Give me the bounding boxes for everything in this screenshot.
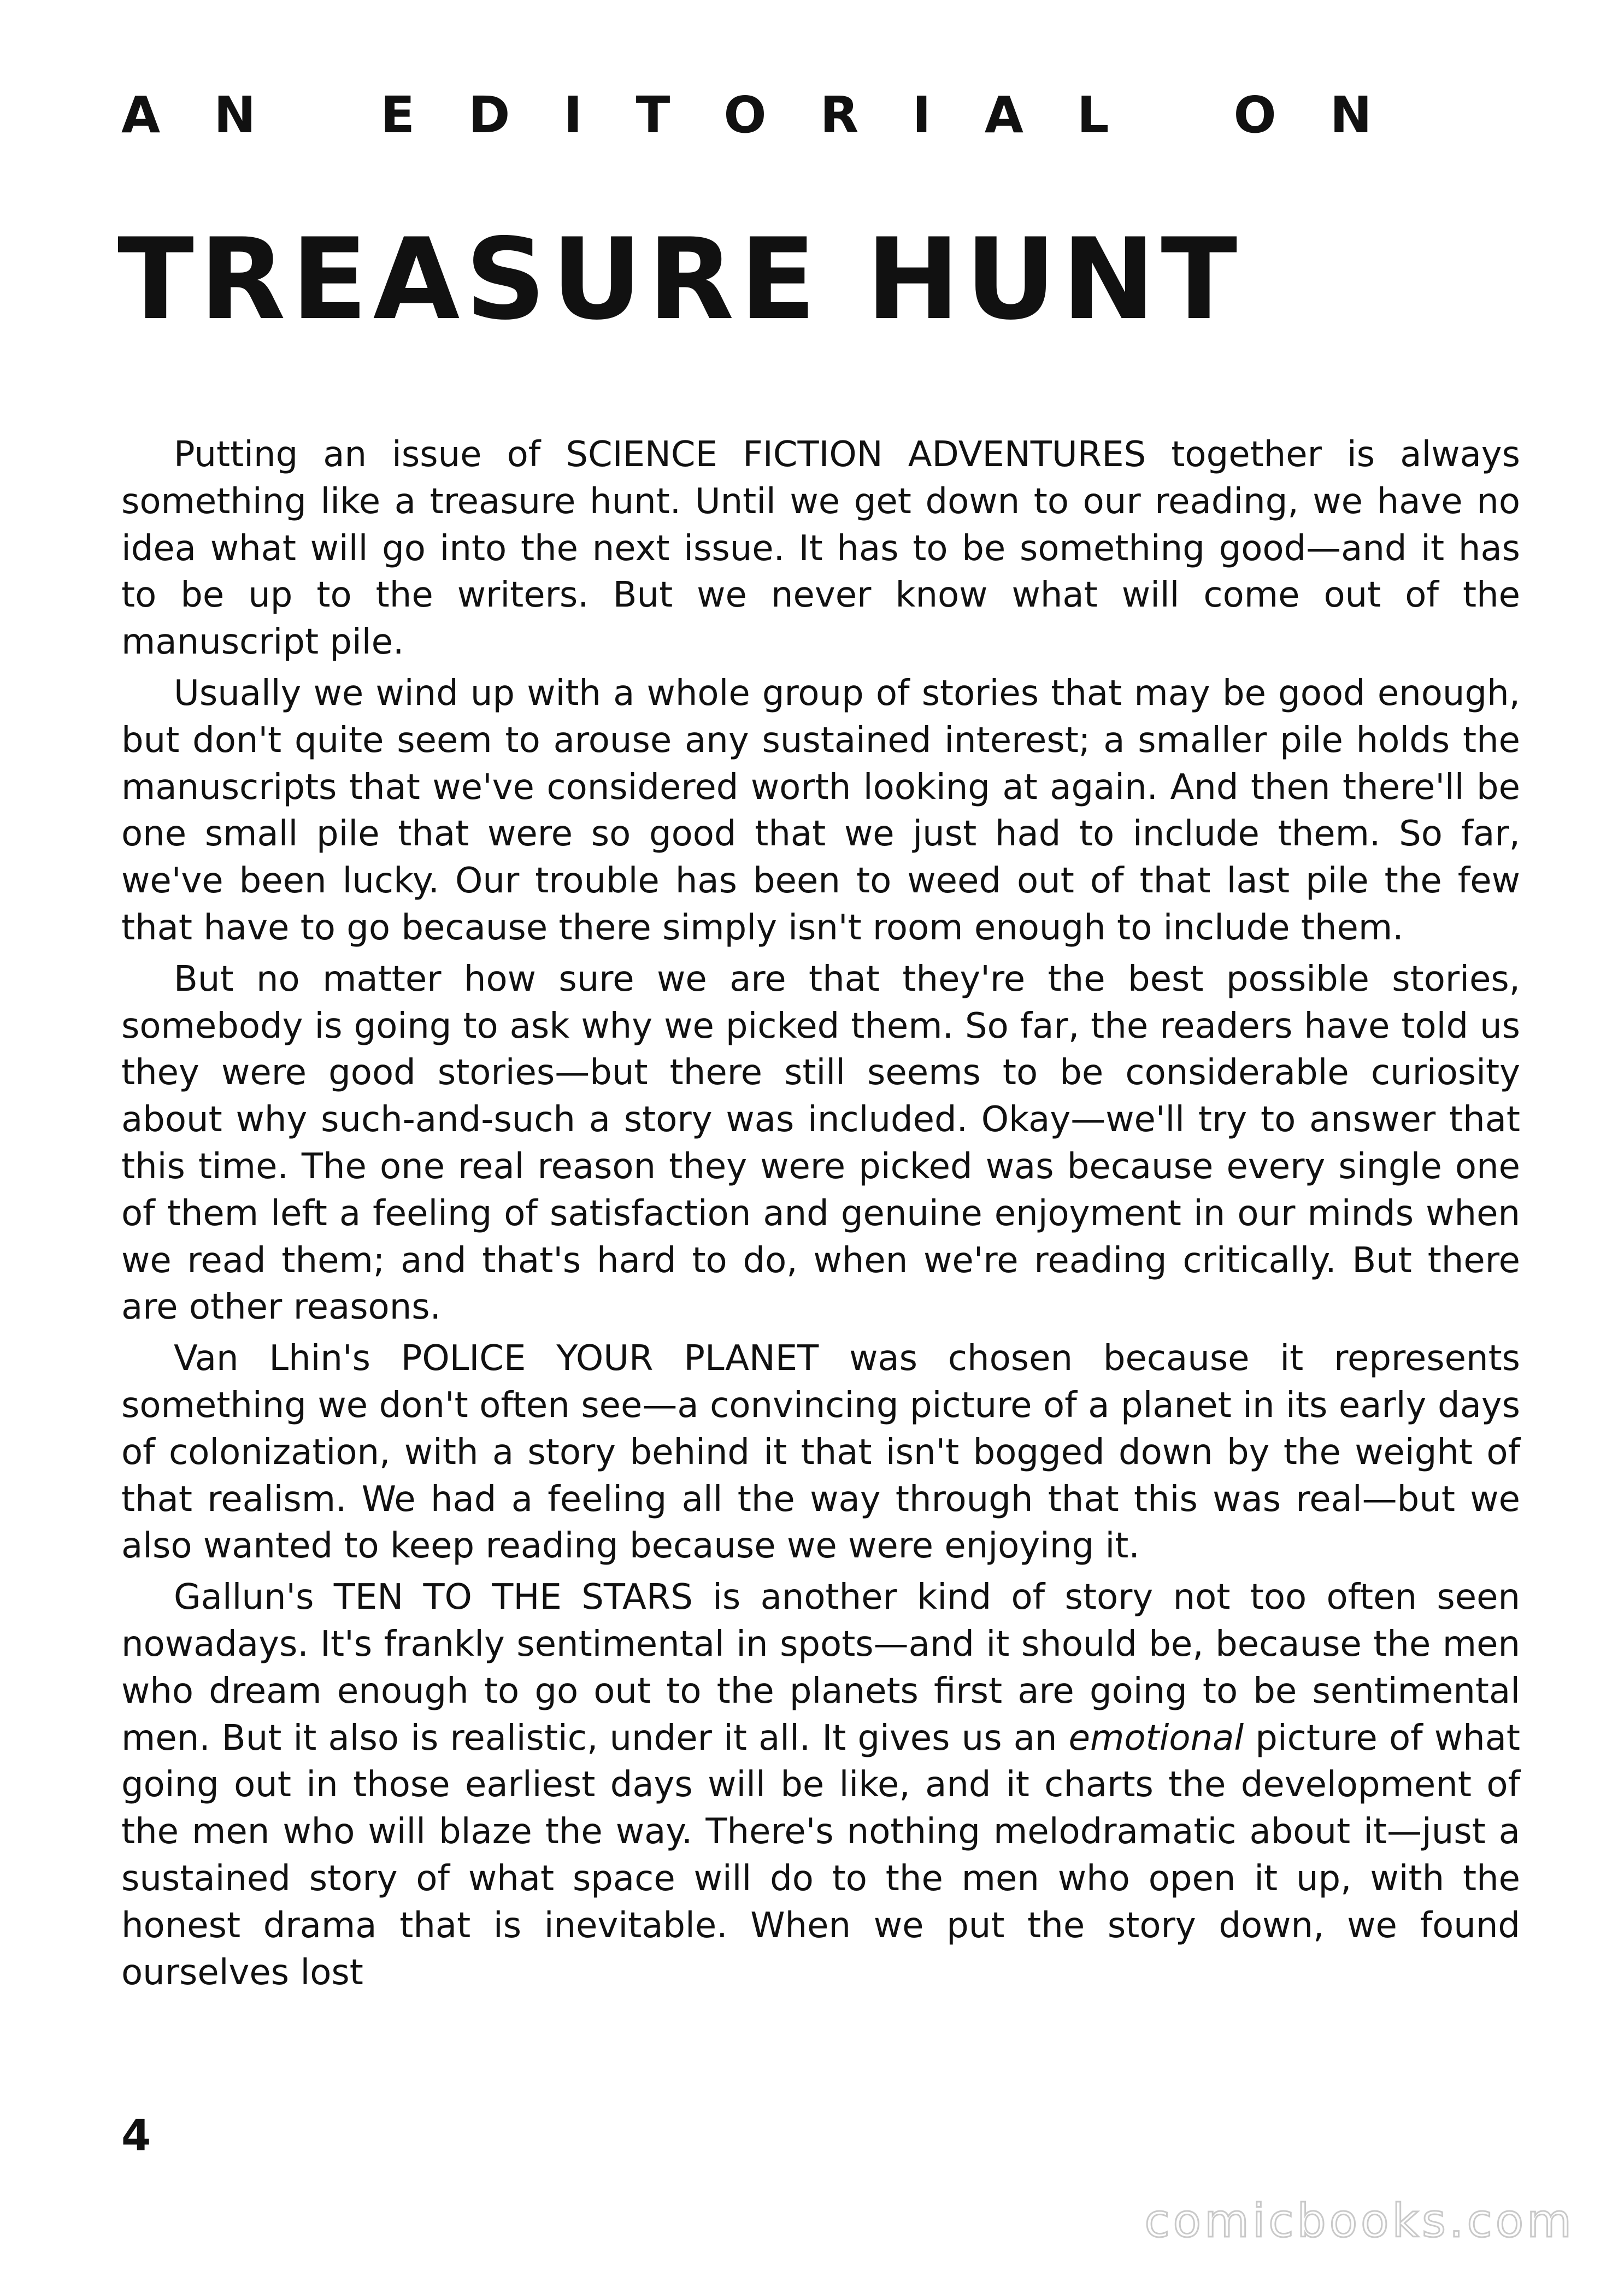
editorial-body <box>121 432 1520 2001</box>
emphasized-word: emotional <box>1068 1718 1244 1758</box>
watermark: comicbooks.com <box>1144 2194 1575 2248</box>
editorial-kicker: AN EDITORIAL ON <box>121 86 1426 144</box>
paragraph: Putting an issue of SCIENCE FICTION ADVENTURES together is always something like a treasure hunt. Until we get down to our reading, we have no idea what will go into the next issue. It has to be something good—and it has to be up to the writers. But we never know what will come out of the manuscript pile. <box>121 434 1520 663</box>
paragraph-text: Gallun's TEN TO THE STARS is another kind of story not too often seen nowadays. It's frankly sentimental in spots—and it should be, because the men who dream enough to go out to the planets first are going to be sentimental men. But it also is realistic, under it all. It gives us an <box>121 1577 1520 1758</box>
paragraph-text: picture of what going out in those earliest days will be like, and it charts the development of the men who will blaze the way. There's nothing melodramatic about it—just a sustained story of what space will do to the men who open it up, with the honest drama that is inevitable. When we put the story down, we found ourselves lost <box>121 1718 1520 1993</box>
paragraph: But no matter how sure we are that they're the best possible stories, somebody is going to ask why we picked them. So far, the readers have told us they were good stories—but there still seems to be considerable curiosity about why such-and-such a story was included. Okay—we'll try to answer that this time. The one real reason they were picked was because every single one of them left a feeling of satisfaction and genuine enjoyment in our minds when we read them; and that's hard to do, when we're reading critically. But there are other reasons. <box>121 958 1520 1328</box>
paragraph: Usually we wind up with a whole group of stories that may be good enough, but don't quite seem to arouse any sustained interest; a smaller pile holds the manuscripts that we've considered worth looking at again. And then there'll be one small pile that were so good that we just had to include them. So far, we've been lucky. Our trouble has been to weed out of that last pile the few that have to go because there simply isn't room enough to include them. <box>121 673 1520 948</box>
paragraph: Van Lhin's POLICE YOUR PLANET was chosen because it represents something we don't often see—a convincing picture of a planet in its early days of colonization, with a story behind it that isn't bogged down by the weight of that realism. We had a feeling all the way through that this was real—but we also wanted to keep reading because we were enjoying it. <box>121 1338 1520 1567</box>
paragraph <box>121 1574 1520 1996</box>
page-number: 4 <box>121 2112 151 2161</box>
editorial-title: TREASURE HUNT <box>117 215 1243 345</box>
